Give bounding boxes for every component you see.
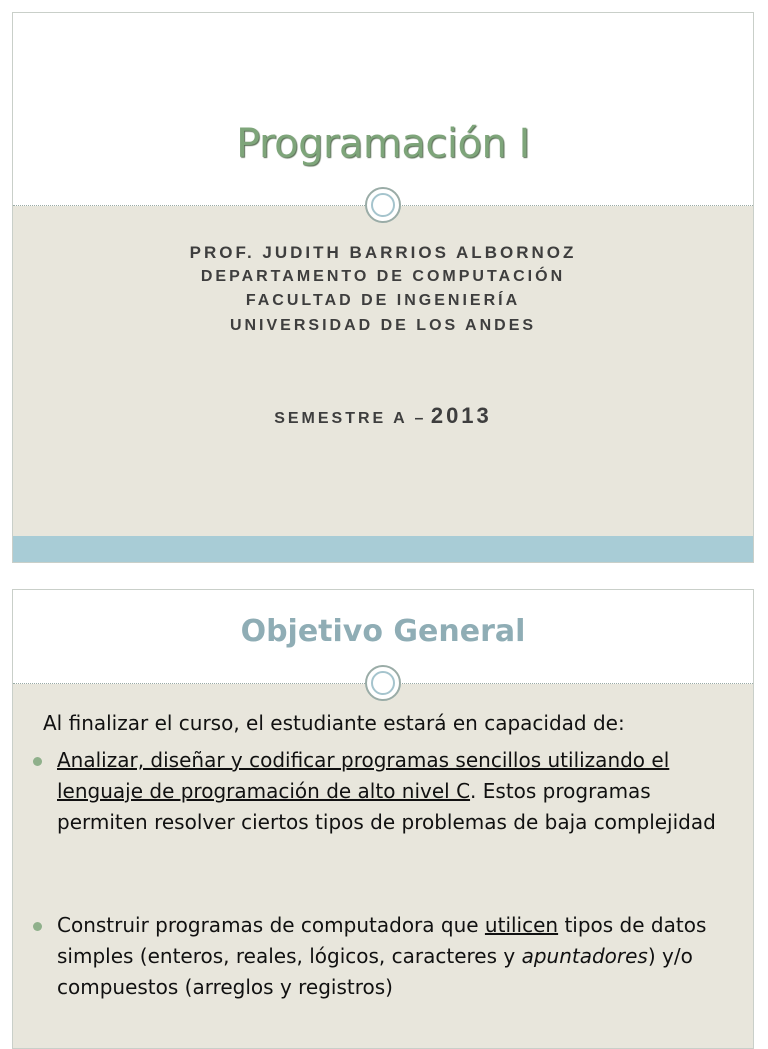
faculty-name: FACULTAD DE INGENIERÍA	[245, 292, 521, 309]
bullet-text	[57, 910, 729, 1003]
bullet-text-part3: ) y/o compuestos (arreglos y registros)	[57, 944, 693, 999]
slide-title	[12, 12, 754, 563]
bullet-text-part1: Construir programas de computadora que	[57, 913, 485, 937]
bullet-italic-word: apuntadores	[521, 944, 648, 968]
bullet-underlined-word: utilicen	[484, 913, 559, 937]
slide-objective	[12, 589, 754, 1049]
semester-year: 2013	[430, 403, 492, 428]
bullet-underlined-text: Analizar, diseñar y codificar programas sencillos utilizando el lenguaje de programación de alto nivel C	[57, 748, 670, 803]
bullet-text-part2: tipos de datos simples (enteros, reales, lógicos, caracteres y	[57, 913, 707, 968]
title-area	[13, 13, 753, 206]
slide-title-heading: Programación I	[236, 121, 530, 167]
ring-ornament-icon	[365, 187, 401, 223]
slide-objective-heading: Objetivo General	[240, 614, 526, 649]
semester-label: SEMESTRE A –	[274, 410, 427, 427]
accent-bar	[13, 536, 753, 562]
bullet-icon	[33, 757, 42, 766]
professor-name: PROF. JUDITH BARRIOS ALBORNOZ	[189, 243, 577, 262]
ring-ornament-icon	[365, 665, 401, 701]
department-name: DEPARTAMENTO DE COMPUTACIÓN	[200, 268, 566, 285]
bullet-text-rest: . Estos programas permiten resolver ciertos tipos de problemas de baja complejidad	[57, 779, 716, 834]
bullet-icon	[33, 922, 42, 931]
bullet-text	[57, 745, 729, 838]
university-name: UNIVERSIDAD DE LOS ANDES	[229, 317, 537, 334]
semester-line	[13, 403, 753, 429]
intro-text: Al finalizar el curso, el estudiante estará en capacidad de:	[43, 711, 625, 735]
